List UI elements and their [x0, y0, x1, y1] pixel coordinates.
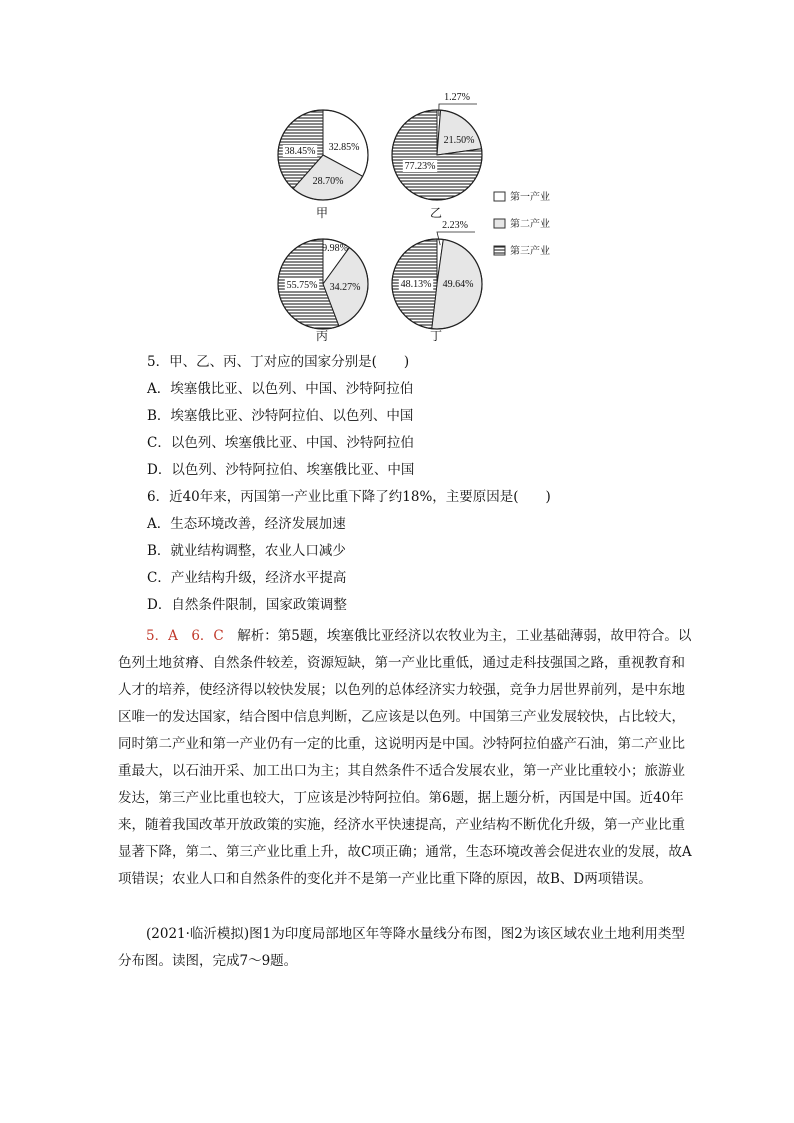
question-5-option-b: B．埃塞俄比亚、沙特阿拉伯、以色列、中国	[147, 408, 414, 424]
pie-1-label-primary: 32.85%	[328, 142, 360, 153]
answer-key: 5．A 6．C	[146, 628, 224, 644]
legend-label-secondary: 第二产业	[510, 219, 550, 230]
pie-1-label-secondary: 28.70%	[312, 176, 344, 187]
legend-label-primary: 第一产业	[510, 192, 550, 203]
question-6-option-c: C．产业结构升级，经济水平提高	[147, 570, 347, 586]
pie-4-name: 丁	[429, 329, 443, 343]
pie-2-label-secondary: 21.50%	[443, 135, 475, 146]
question-6-stem: 6．近40年来，丙国第一产业比重下降了约18%，主要原因是( )	[147, 489, 551, 505]
pie-layer	[278, 92, 482, 343]
analysis-text: 解析：第5题，埃塞俄比亚经济以农牧业为主，工业基础薄弱，故甲符合。以色列土地贫瘠、自然条件较差，资源短缺，第一产业比重低，通过走科技强国之路，重视教育和人才的培养，使经济得以较快发展；以色列的总体经济实力较强，竞争力居世界前列，是中东地区唯一的发达国家，结合图中信息判断，乙应该是以色列。中国第三产业发展较快，占比较大，同时第二产业和第一产业仍有一定的比重，这说明丙是中国。沙特阿拉伯盛产石油，第二产业比重最大，以石油开采、加工出口为主；其自然条件不适合发展农业，第一产业比重较小；旅游业发达，第三产业比重也较大，丁应该是沙特阿拉伯。第6题，据上题分析，丙国是中国。近40年来，随着我国改革开放政策的实施，经济水平快速提高，产业结构不断优化升级，第一产业比重显著下降，第二、第三产业比重上升，故C项正确；通常，生态环境改善会促进农业的发展，故A项错误；农业人口和自然条件的变化并不是第一产业比重下降的原因，故B、D两项错误。	[118, 628, 692, 887]
pie-1-name: 甲	[315, 206, 329, 220]
pie-4-label-secondary: 49.64%	[442, 279, 474, 290]
pie-charts-figure	[0, 0, 794, 345]
legend-label-tertiary: 第三产业	[510, 246, 550, 257]
pie-4-label-tertiary: 48.13%	[400, 279, 432, 290]
pie-4-label-primary: 2.23%	[442, 220, 468, 231]
question-5-option-d: D．以色列、沙特阿拉伯、埃塞俄比亚、中国	[147, 462, 415, 478]
legend-swatch-tertiary	[494, 246, 505, 255]
next-question-intro: (2021·临沂模拟)图1为印度局部地区年等降水量线分布图，图2为该区域农业土地利用类型分布图。读图，完成7～9题。	[118, 926, 685, 969]
pie-2-slice-secondary	[437, 110, 482, 155]
pie-3-label-secondary: 34.27%	[329, 282, 361, 293]
pie-1-label-tertiary: 38.45%	[284, 146, 316, 157]
pie-3-label-tertiary: 55.75%	[286, 280, 318, 291]
pie-3-label-primary: 9.98%	[322, 243, 348, 254]
pie-2-label-primary: 1.27%	[444, 92, 470, 103]
chart-legend	[494, 190, 550, 257]
pie-3-name: 丙	[315, 329, 329, 343]
question-5-option-a: A．埃塞俄比亚、以色列、中国、沙特阿拉伯	[147, 381, 414, 397]
pie-2-name: 乙	[429, 206, 443, 220]
question-6-option-a: A．生态环境改善，经济发展加速	[147, 516, 346, 532]
question-6-option-d: D．自然条件限制，国家政策调整	[147, 597, 347, 613]
legend-swatch-primary	[494, 192, 505, 201]
legend-swatch-secondary	[494, 219, 505, 228]
question-6-option-b: B．就业结构调整，农业人口减少	[147, 543, 346, 559]
pie-2-label-tertiary: 77.23%	[404, 161, 436, 172]
question-5-option-c: C．以色列、埃塞俄比亚、中国、沙特阿拉伯	[147, 435, 414, 451]
question-5-stem: 5．甲、乙、丙、丁对应的国家分别是( )	[147, 354, 410, 370]
answer-analysis	[118, 623, 693, 893]
